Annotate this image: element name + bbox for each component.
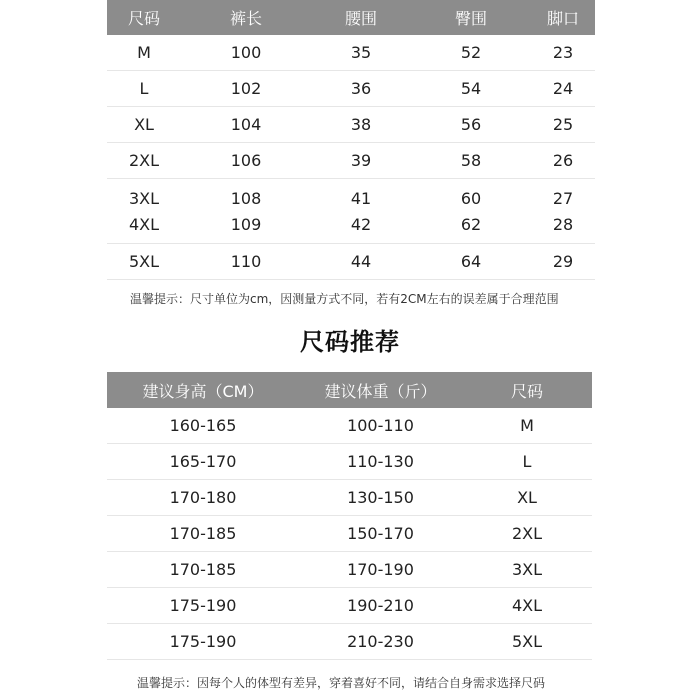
cell-length: 104 [230, 115, 262, 134]
table-row [107, 185, 595, 211]
cell-hip: 52 [460, 43, 482, 62]
cell-length: 108 [230, 188, 262, 208]
cell-size: 3XL [511, 560, 543, 579]
cell-hem: 24 [552, 79, 574, 98]
header-size: 尺码 [127, 9, 160, 28]
header-height: 建议身高（CM） [142, 381, 264, 401]
table-row [107, 71, 595, 107]
cell-weight: 170-190 [347, 560, 414, 579]
cell-hem: 29 [552, 252, 574, 271]
cell-height: 165-170 [169, 452, 237, 471]
table-row [107, 35, 595, 71]
cell-height: 170-180 [169, 488, 237, 507]
table-row [107, 552, 592, 588]
cell-hip: 60 [460, 188, 482, 208]
cell-waist: 41 [350, 188, 372, 208]
cell-size: L [522, 452, 532, 471]
cell-height: 175-190 [169, 632, 237, 651]
table-row [107, 143, 595, 179]
table-row-group [107, 179, 595, 244]
cell-hem: 26 [552, 151, 574, 170]
cell-length: 106 [230, 151, 262, 170]
cell-hem: 23 [552, 43, 574, 62]
cell-height: 170-185 [169, 524, 237, 543]
cell-size: XL [517, 488, 537, 507]
cell-height: 160-165 [169, 416, 237, 435]
table-row [107, 480, 592, 516]
cell-size: L [139, 79, 149, 98]
cell-hip: 64 [460, 252, 482, 271]
header-size: 尺码 [510, 381, 543, 401]
cell-size: 4XL [128, 214, 160, 234]
cell-length: 100 [230, 43, 262, 62]
recommend-title: 尺码推荐 [300, 328, 400, 356]
header-weight: 建议体重（斤） [324, 381, 437, 401]
cell-weight: 130-150 [347, 488, 414, 507]
cell-weight: 150-170 [347, 524, 414, 543]
table-row [107, 624, 592, 660]
cell-size: XL [134, 115, 154, 134]
cell-hem: 28 [552, 214, 574, 234]
cell-hip: 54 [460, 79, 482, 98]
table-row [107, 444, 592, 480]
cell-size: M [137, 43, 151, 62]
table-row [107, 516, 592, 552]
cell-hem: 27 [552, 188, 574, 208]
table-row [107, 588, 592, 624]
header-hip: 臀围 [454, 9, 487, 28]
cell-weight: 210-230 [347, 632, 414, 651]
cell-waist: 35 [350, 43, 372, 62]
cell-waist: 39 [350, 151, 372, 170]
header-waist: 腰围 [344, 9, 377, 28]
cell-size: 4XL [511, 596, 543, 615]
size-table-header [107, 0, 595, 35]
cell-waist: 44 [350, 252, 372, 271]
cell-length: 110 [230, 252, 262, 271]
table-row [107, 408, 592, 444]
cell-waist: 36 [350, 79, 372, 98]
cell-hem: 25 [552, 115, 574, 134]
cell-size: M [520, 416, 534, 435]
cell-size: 5XL [128, 252, 160, 271]
table-row [107, 211, 595, 237]
cell-length: 109 [230, 214, 262, 234]
cell-height: 175-190 [169, 596, 237, 615]
recommend-note: 温馨提示：因每个人的体型有差异，穿着喜好不同，请结合自身需求选择尺码 [137, 676, 546, 690]
cell-waist: 38 [350, 115, 372, 134]
cell-hip: 62 [460, 214, 482, 234]
cell-height: 170-185 [169, 560, 237, 579]
measurement-note: 温馨提示：尺寸单位为cm，因测量方式不同，若有2CM左右的误差属于合理范围 [130, 292, 559, 306]
cell-weight: 110-130 [347, 452, 414, 471]
cell-waist: 42 [350, 214, 372, 234]
cell-size: 2XL [511, 524, 543, 543]
cell-size: 3XL [128, 188, 160, 208]
header-hem: 脚口 [546, 9, 579, 28]
size-table [107, 0, 595, 280]
recommend-table [107, 372, 592, 660]
table-row [107, 244, 595, 280]
cell-hip: 56 [460, 115, 482, 134]
cell-size: 2XL [128, 151, 160, 170]
header-length: 裤长 [229, 9, 262, 28]
recommend-table-header [107, 372, 592, 408]
table-row [107, 107, 595, 143]
cell-weight: 190-210 [347, 596, 414, 615]
cell-length: 102 [230, 79, 262, 98]
cell-size: 5XL [511, 632, 543, 651]
cell-hip: 58 [460, 151, 482, 170]
cell-weight: 100-110 [347, 416, 414, 435]
